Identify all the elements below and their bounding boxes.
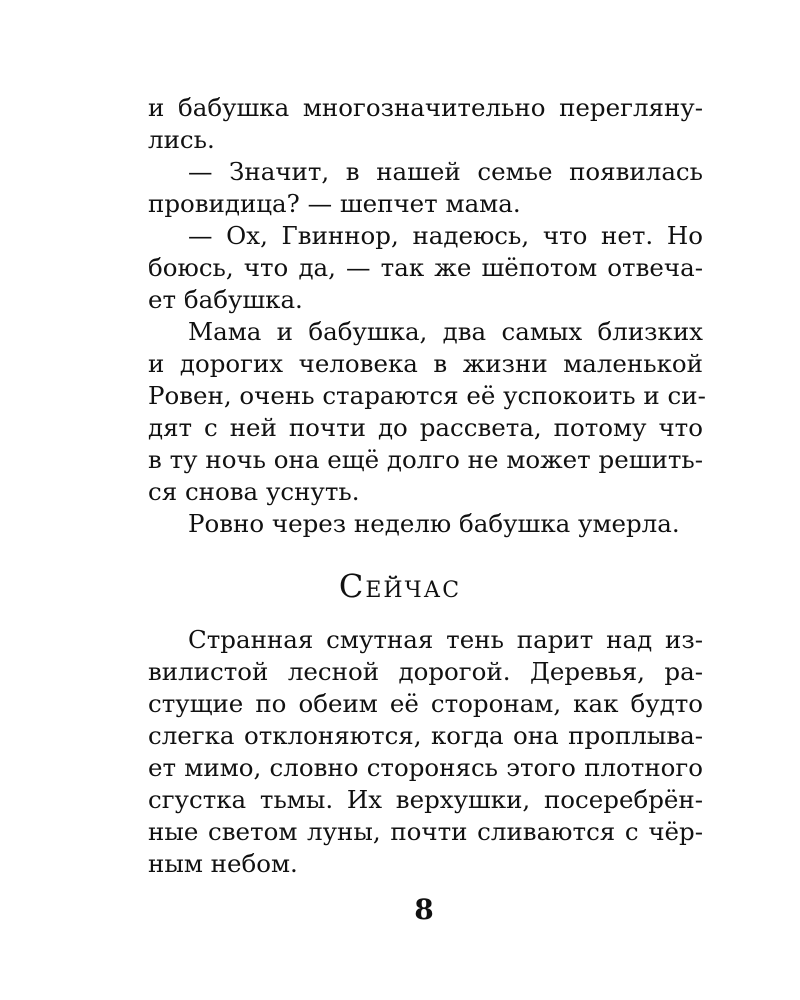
page-number: 8 xyxy=(414,893,434,926)
text-line: ет мимо, словно сторонясь этого плотного xyxy=(148,753,703,782)
text-line: сгустка тьмы. Их верхушки, посеребрён- xyxy=(148,785,703,814)
text-line: слегка отклоняются, когда она проплыва- xyxy=(148,721,703,750)
text-line: провидица? — шепчет мама. xyxy=(148,189,521,218)
text-line: ет бабушка. xyxy=(148,285,303,314)
text-line: в ту ночь она ещё долго не может решить- xyxy=(148,445,703,474)
text-line: боюсь, что да, — так же шёпотом отвеча- xyxy=(148,253,703,282)
section-heading: Сейчас xyxy=(338,567,462,605)
text-line: — Значит, в нашей семье появилась xyxy=(188,157,703,186)
text-line: стущие по обеим её сторонам, как будто xyxy=(148,689,703,718)
text-line: лись. xyxy=(148,125,215,154)
text-line: ные светом луны, почти сливаются с чёр- xyxy=(148,817,703,846)
text-line: и дорогих человека в жизни маленькой xyxy=(148,349,703,378)
text-line: вилистой лесной дорогой. Деревья, ра- xyxy=(148,657,703,686)
text-line: Ровен, очень стараются её успокоить и си- xyxy=(148,381,706,410)
text-line: и бабушка многозначительно перегляну- xyxy=(148,93,703,122)
text-line: — Ох, Гвиннор, надеюсь, что нет. Но xyxy=(188,221,703,250)
text-line: ся снова уснуть. xyxy=(148,477,360,506)
text-line: ным небом. xyxy=(148,849,298,878)
text-line: Странная смутная тень парит над из- xyxy=(188,625,703,654)
text-line: Мама и бабушка, два самых близких xyxy=(188,317,703,346)
text-line: Ровно через неделю бабушка умерла. xyxy=(188,509,680,538)
text-line: дят с ней почти до рассвета, потому что xyxy=(148,413,703,442)
